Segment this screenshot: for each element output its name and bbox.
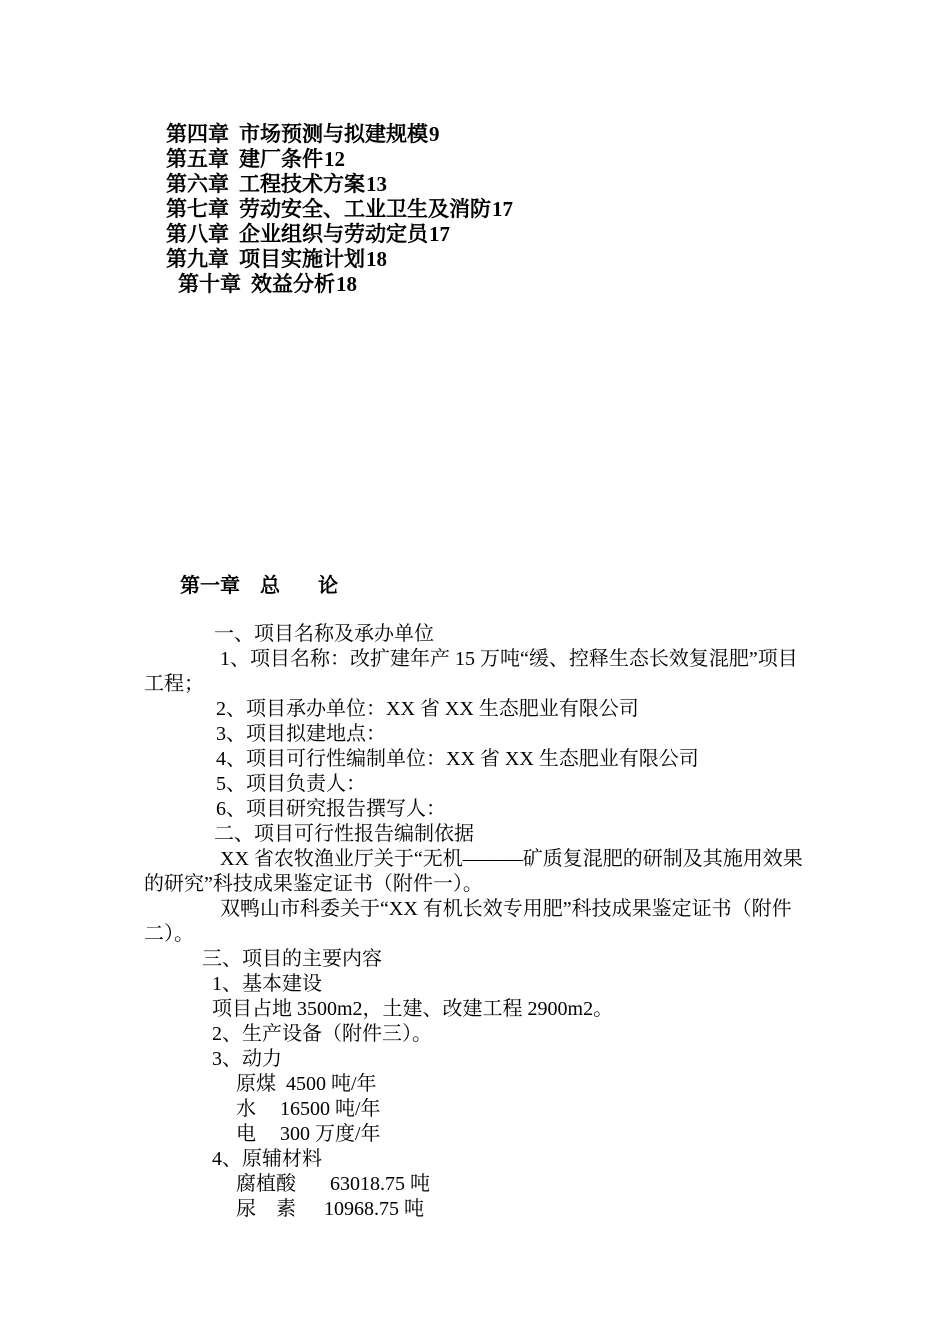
list-item	[144, 1097, 814, 1122]
toc-page-number: 18	[366, 247, 387, 271]
toc-chapter-title: 企业组织与劳动定员	[239, 222, 428, 246]
toc-page-number: 13	[366, 172, 387, 196]
toc-entry[interactable]	[166, 172, 513, 197]
section-heading: 一、项目名称及承办单位	[214, 623, 434, 645]
toc-chapter-title: 市场预测与拟建规模	[239, 122, 428, 146]
list-item	[144, 1122, 814, 1147]
toc-chapter-number: 第十章	[178, 272, 241, 296]
list-item	[144, 1072, 814, 1097]
material-value: 63018.75 吨	[330, 1173, 430, 1195]
power-name: 原煤	[236, 1073, 276, 1095]
subsection-heading: 4、原辅材料	[212, 1148, 322, 1170]
power-name: 水	[236, 1098, 256, 1120]
toc-entry[interactable]	[166, 222, 513, 247]
toc-chapter-title: 劳动安全、工业卫生及消防	[239, 197, 491, 221]
section-heading: 三、项目的主要内容	[202, 948, 382, 970]
chapter-label: 第一章	[180, 575, 240, 597]
toc-chapter-title: 建厂条件	[239, 147, 323, 171]
toc-entry[interactable]	[166, 247, 513, 272]
power-name: 电	[236, 1123, 256, 1145]
toc-page-number: 17	[429, 222, 450, 246]
paragraph: 项目占地 3500m2，土建、改建工程 2900m2。	[212, 998, 614, 1020]
chapter-title-part-a: 总	[260, 575, 280, 597]
toc-chapter-number: 第四章	[166, 122, 229, 146]
power-value: 300 万度/年	[280, 1123, 381, 1145]
paragraph: 6、项目研究报告撰写人：	[216, 798, 446, 820]
paragraph: XX 省农牧渔业厅关于“无机———矿质复混肥的研制及其施用效果的研究”科技成果鉴定证书（附件一）。	[144, 848, 803, 895]
toc-chapter-title: 项目实施计划	[239, 247, 365, 271]
power-value: 4500 吨/年	[286, 1073, 377, 1095]
subsection-heading: 3、动力	[212, 1048, 282, 1070]
document-body	[144, 622, 814, 1222]
toc-entry[interactable]	[166, 197, 513, 222]
toc-chapter-title: 效益分析	[251, 272, 335, 296]
toc-chapter-number: 第九章	[166, 247, 229, 271]
paragraph: 5、项目负责人：	[216, 773, 366, 795]
toc-chapter-title: 工程技术方案	[239, 172, 365, 196]
toc-entry[interactable]	[166, 272, 513, 297]
paragraph: 4、项目可行性编制单位：XX 省 XX 生态肥业有限公司	[216, 748, 699, 770]
material-value: 10968.75 吨	[324, 1198, 424, 1220]
list-item	[144, 1197, 814, 1222]
power-value: 16500 吨/年	[280, 1098, 381, 1120]
paragraph: 2、项目承办单位：XX 省 XX 生态肥业有限公司	[216, 698, 639, 720]
toc-chapter-number: 第五章	[166, 147, 229, 171]
material-name: 尿 素	[236, 1198, 296, 1220]
toc-page-number: 17	[492, 197, 513, 221]
paragraph: 1、项目名称：改扩建年产 15 万吨“缓、控释生态长效复混肥”项目工程；	[144, 648, 798, 695]
subsection-heading: 2、生产设备（附件三）。	[212, 1023, 432, 1045]
paragraph: 双鸭山市科委关于“XX 有机长效专用肥”科技成果鉴定证书（附件二）。	[144, 898, 792, 945]
toc-page-number: 12	[324, 147, 345, 171]
toc-chapter-number: 第八章	[166, 222, 229, 246]
section-heading: 二、项目可行性报告编制依据	[214, 823, 474, 845]
table-of-contents	[166, 122, 513, 297]
list-item	[144, 1172, 814, 1197]
toc-chapter-number: 第七章	[166, 197, 229, 221]
toc-page-number: 18	[336, 272, 357, 296]
toc-page-number: 9	[429, 122, 440, 146]
subsection-heading: 1、基本建设	[212, 973, 322, 995]
material-name: 腐植酸	[236, 1173, 296, 1195]
chapter-heading	[180, 573, 338, 599]
toc-entry[interactable]	[166, 147, 513, 172]
toc-entry[interactable]	[166, 122, 513, 147]
chapter-title-part-b: 论	[318, 575, 338, 597]
paragraph: 3、项目拟建地点：	[216, 723, 386, 745]
toc-chapter-number: 第六章	[166, 172, 229, 196]
